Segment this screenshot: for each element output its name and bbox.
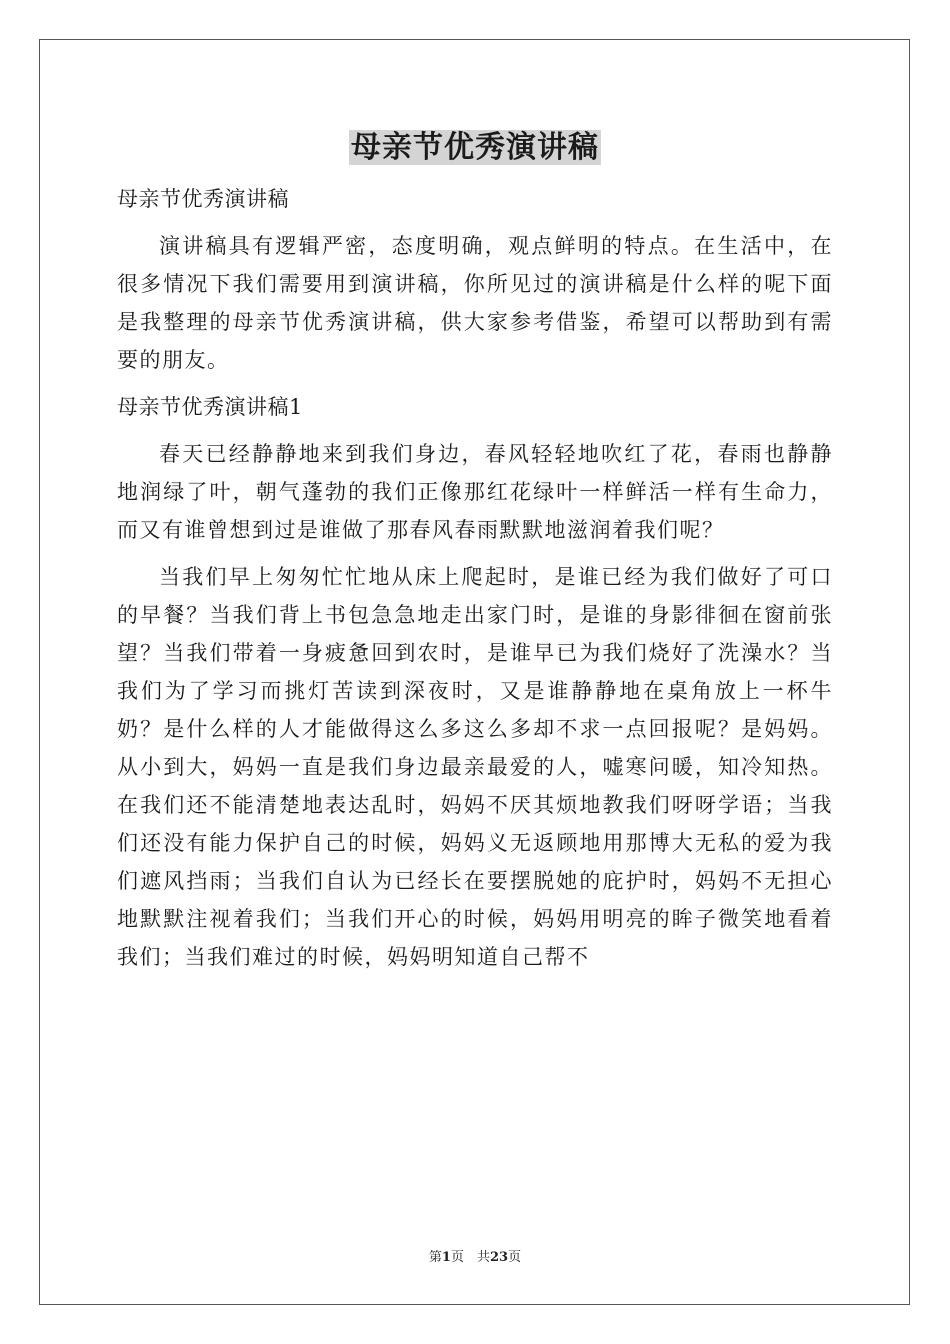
- document-title: [0, 126, 950, 170]
- section-heading: 母亲节优秀演讲稿1: [117, 395, 303, 419]
- document-body: [117, 180, 833, 985]
- page-current: 1: [441, 1250, 451, 1265]
- page-total: 23: [489, 1250, 509, 1265]
- body-paragraph-2: 当我们早上匆匆忙忙地从床上爬起时，是谁已经为我们做好了可口的早餐？当我们背上书包急急地走出家门时，是谁的身影徘徊在窗前张望？当我们带着一身疲惫回到农时，是谁早已为我们烧好了洗澡水？当我们为了学习而挑灯苦读到深夜时，又是谁静静地在桌角放上一杯牛奶？是什么样的人才能做得这么多这么多却不求一点回报呢？是妈妈。从小到大，妈妈一直是我们身边最亲最爱的人，嘘寒问暖，知冷知热。在我们还不能清楚地表达乱时，妈妈不厌其烦地教我们呀呀学语；当我们还没有能力保护自己的时候，妈妈义无返顾地用那博大无私的爱为我们遮风挡雨；当我们自认为已经长在要摆脱她的庇护时，妈妈不无担心地默默注视着我们；当我们开心的时候，妈妈用明亮的眸子微笑地看着我们；当我们难过的时候，妈妈明知道自己帮不: [117, 565, 833, 969]
- document-subtitle: 母亲节优秀演讲稿: [117, 187, 289, 211]
- page-prefix: 第: [428, 1250, 442, 1265]
- body-paragraph-1: 春天已经静静地来到我们身边，春风轻轻地吹红了花，春雨也静静地润绿了叶，朝气蓬勃的我们正像那红花绿叶一样鲜活一样有生命力，而又有谁曾想到过是谁做了那春风春雨默默地滋润着我们呢？: [117, 442, 833, 542]
- page-mid: 页 共: [450, 1250, 490, 1265]
- page-footer: [0, 1246, 950, 1265]
- page-suffix: 页: [508, 1250, 522, 1265]
- intro-paragraph: 演讲稿具有逻辑严密，态度明确，观点鲜明的特点。在生活中，在很多情况下我们需要用到演讲稿，你所见过的演讲稿是什么样的呢下面是我整理的母亲节优秀演讲稿，供大家参考借鉴，希望可以帮助到有需要的朋友。: [117, 234, 833, 372]
- document-title-text: 母亲节优秀演讲稿: [351, 130, 599, 165]
